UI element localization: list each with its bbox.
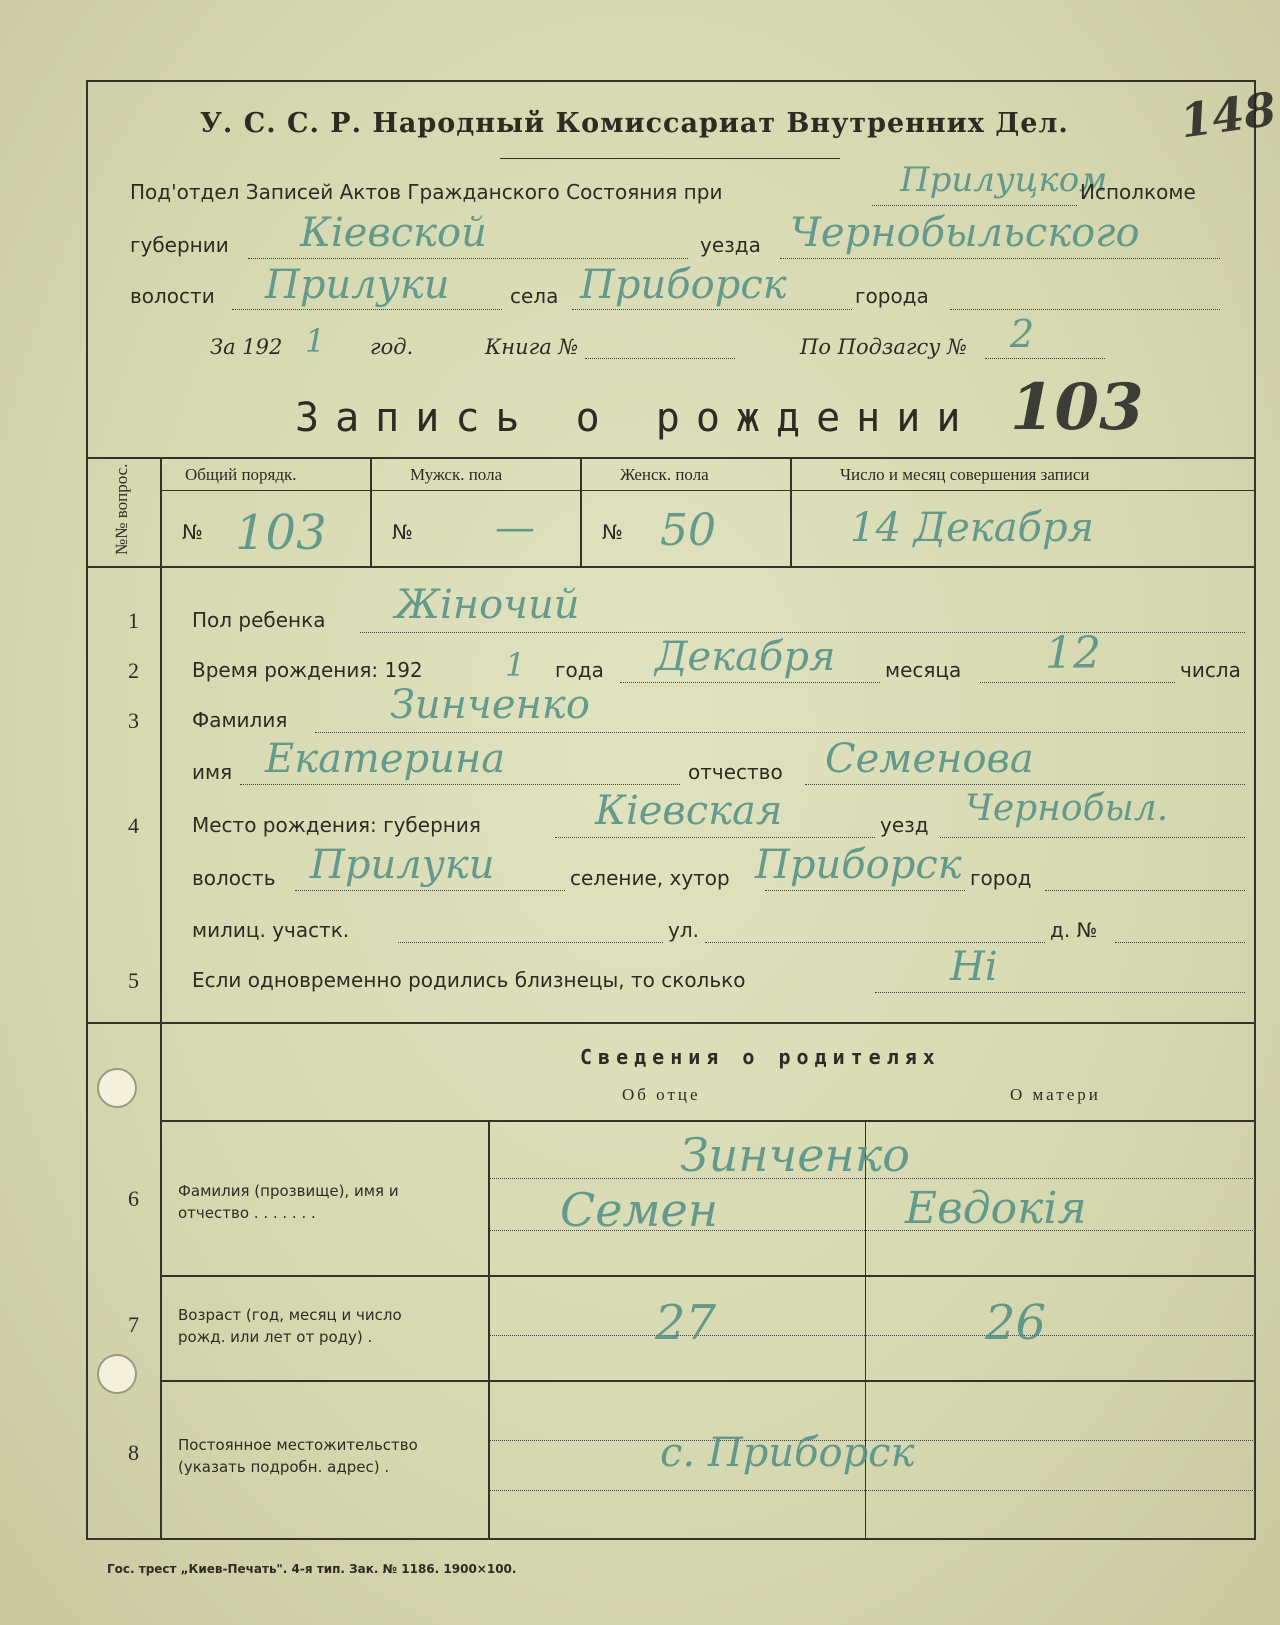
- mother-name-value: Евдокія: [905, 1183, 1087, 1234]
- row6-label-2: отчество . . . . . . .: [178, 1204, 316, 1222]
- heading-rule: [500, 158, 840, 159]
- birth-volost-value: Прилуки: [310, 842, 495, 888]
- birth-year-value: 1: [505, 646, 526, 684]
- volost-value: Прилуки: [265, 262, 450, 308]
- office-value: Прилуцком: [900, 160, 1108, 200]
- year-label: За 192: [210, 335, 283, 359]
- police-line: [398, 942, 663, 943]
- district-value: Чернобыльского: [790, 210, 1140, 256]
- subrecord-label: По Подзагсу №: [800, 335, 967, 359]
- birth-time-label: Время рождения: 192: [192, 658, 423, 682]
- birth-month-line: [620, 682, 880, 683]
- father-age-value: 27: [655, 1295, 717, 1351]
- female-no-prefix: №: [602, 520, 623, 544]
- question-col-label: №№ вопрос.: [112, 463, 131, 555]
- mother-age-value: 26: [985, 1295, 1047, 1351]
- father-heading: Об отце: [622, 1085, 701, 1104]
- province-line: [248, 258, 688, 259]
- twins-label: Если одновременно родились близнецы, то сколько: [192, 968, 746, 992]
- ministry-heading: У. С. С. Р. Народный Комиссариат Внутренних Дел.: [200, 108, 1069, 139]
- birthplace-district-line: [940, 837, 1245, 838]
- twins-value: Ні: [950, 944, 998, 990]
- parents-top-rule: [88, 1022, 1256, 1024]
- col-female-label: Женск. пола: [620, 465, 709, 484]
- record-number-handwritten: 103: [1010, 370, 1144, 445]
- surname-label: Фамилия: [192, 708, 288, 732]
- name-label: имя: [192, 760, 233, 784]
- village-label: села: [510, 284, 559, 308]
- district-label: уезда: [700, 233, 761, 257]
- birthplace-label: Место рождения: губерния: [192, 813, 481, 837]
- question-number-7: 7: [128, 1312, 139, 1337]
- village-line: [572, 309, 852, 310]
- row7-bottom-rule: [160, 1380, 1256, 1382]
- patronymic-line: [805, 784, 1245, 785]
- settlement-value: Приборск: [755, 842, 962, 888]
- volost-label: волости: [130, 284, 215, 308]
- registry-col-rule-3: [790, 457, 792, 566]
- corner-mark: 148: [1176, 81, 1280, 149]
- row6-label-1: Фамилия (прозвище), имя и: [178, 1182, 399, 1200]
- twins-line: [875, 992, 1245, 993]
- sex-value: Жіночий: [395, 582, 580, 628]
- house-line: [1115, 942, 1245, 943]
- town-line: [950, 309, 1220, 310]
- question-number-8: 8: [128, 1440, 139, 1465]
- birth-day-value: 12: [1045, 628, 1101, 679]
- district-line: [780, 258, 1220, 259]
- birth-month-value: Декабря: [655, 634, 836, 680]
- sex-line: [360, 632, 1245, 633]
- row7-label-2: рожд. или лет от роду) .: [178, 1328, 373, 1346]
- general-no-prefix: №: [182, 520, 203, 544]
- birth-volost-line: [295, 890, 565, 891]
- name-line: [240, 784, 680, 785]
- registry-header-rule: [160, 490, 1256, 491]
- row6-bottom-rule: [160, 1275, 1256, 1277]
- male-no-prefix: №: [392, 520, 413, 544]
- question-number-4: 4: [128, 813, 139, 838]
- male-no-value: —: [495, 505, 535, 551]
- birth-town-line: [1045, 890, 1245, 891]
- year-value: 1: [305, 322, 326, 360]
- village-value: Приборск: [580, 262, 787, 308]
- question-number-3: 3: [128, 708, 139, 733]
- birth-year-suffix: года: [555, 658, 604, 682]
- birthplace-province-line: [555, 837, 875, 838]
- parents-table-top-rule: [160, 1120, 1256, 1122]
- office-suffix: Исполкоме: [1080, 180, 1196, 204]
- book-line: [585, 358, 735, 359]
- row8-label-1: Постоянное местожительство: [178, 1436, 418, 1454]
- settlement-label: селение, хутор: [570, 866, 730, 890]
- birth-day-line: [980, 682, 1175, 683]
- day-label: числа: [1180, 658, 1241, 682]
- house-label: д. №: [1050, 918, 1098, 942]
- registry-col-rule-1: [370, 457, 372, 566]
- registry-bottom-rule: [88, 566, 1256, 568]
- street-line: [705, 942, 1045, 943]
- row7-label-1: Возраст (год, месяц и число: [178, 1306, 402, 1324]
- record-title: Запись о рождении: [295, 395, 977, 441]
- subrecord-value: 2: [1010, 312, 1035, 356]
- general-no-value: 103: [235, 505, 327, 561]
- punch-hole-bottom: [97, 1354, 137, 1394]
- parents-heading: Сведения о родителях: [580, 1045, 941, 1069]
- police-label: милиц. участк.: [192, 918, 350, 942]
- row8-line-2: [490, 1490, 1255, 1491]
- book-label: Книга №: [485, 335, 579, 359]
- birth-volost-label: волость: [192, 866, 276, 890]
- question-number-2: 2: [128, 658, 139, 683]
- col-general-label: Общий порядк.: [185, 465, 297, 484]
- col-date-label: Число и месяц совершения записи: [840, 465, 1090, 484]
- registry-col-rule-2: [580, 457, 582, 566]
- parents-label-col-rule: [488, 1120, 490, 1540]
- printer-footer: Гос. трест „Киев-Печать". 4-я тип. Зак. № 1186. 1900×100.: [107, 1562, 517, 1576]
- punch-hole-top: [97, 1068, 137, 1108]
- question-number-6: 6: [128, 1186, 139, 1211]
- street-label: ул.: [668, 918, 699, 942]
- sex-label: Пол ребенка: [192, 608, 326, 632]
- month-label: месяца: [885, 658, 962, 682]
- town-label: города: [855, 284, 929, 308]
- question-col-rule: [160, 457, 162, 1540]
- office-line: [872, 205, 1077, 206]
- office-label: Под'отдел Записей Актов Гражданского Состояния при: [130, 180, 723, 204]
- parents-father-col-rule: [865, 1120, 866, 1540]
- patronymic-label: отчество: [688, 760, 783, 784]
- parents-surname-value: Зинченко: [680, 1128, 910, 1182]
- residence-value: с. Приборск: [660, 1430, 915, 1476]
- question-number-1: 1: [128, 608, 139, 633]
- female-no-value: 50: [660, 505, 716, 556]
- settlement-line: [765, 890, 965, 891]
- subrecord-line: [985, 358, 1105, 359]
- birthplace-province-value: Кіевская: [595, 788, 783, 834]
- surname-line: [315, 732, 1245, 733]
- question-number-5: 5: [128, 968, 139, 993]
- father-name-value: Семен: [560, 1183, 719, 1237]
- row7-line: [490, 1335, 1255, 1336]
- col-male-label: Мужск. пола: [410, 465, 503, 484]
- volost-line: [232, 309, 502, 310]
- birthplace-district-label: уезд: [880, 813, 929, 837]
- name-value: Екатерина: [265, 736, 506, 782]
- row8-label-2: (указать подробн. адрес) .: [178, 1458, 390, 1476]
- birth-town-label: город: [970, 866, 1032, 890]
- surname-value: Зинченко: [390, 682, 590, 728]
- patronymic-value: Семенова: [825, 736, 1034, 782]
- province-value: Кіевской: [300, 210, 487, 256]
- record-date-value: 14 Декабря: [850, 505, 1095, 551]
- year-suffix: год.: [370, 335, 414, 359]
- province-label: губернии: [130, 233, 229, 257]
- birthplace-district-value: Чернобыл.: [965, 788, 1169, 829]
- registry-top-rule: [88, 457, 1256, 459]
- mother-heading: О матери: [1010, 1085, 1101, 1104]
